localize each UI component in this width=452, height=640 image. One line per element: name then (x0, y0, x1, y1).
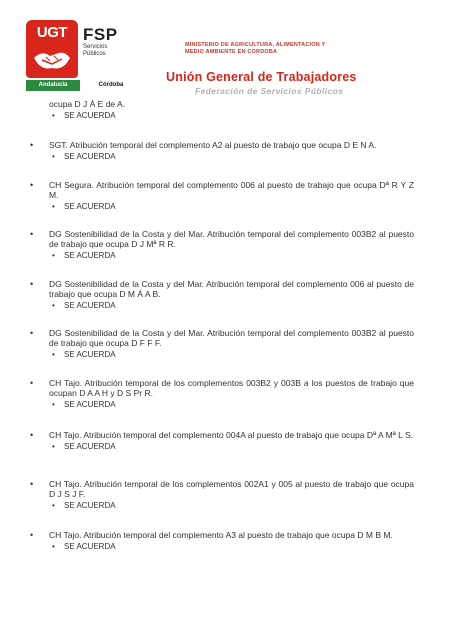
item-result (52, 542, 414, 552)
sub-bullet: • (52, 251, 55, 260)
ministry-line-1: MINISTERIO DE AGRICULTURA, ALIMENTACION Y (185, 42, 326, 48)
fsp-logo (83, 26, 118, 58)
ministry-line-2: MEDIO AMBIENTE EN CORDOBA (185, 49, 278, 55)
result-text: SE ACUERDA (64, 152, 116, 161)
list-item (30, 430, 414, 452)
bullet: • (30, 328, 34, 338)
item-text: CH Tajo. Atribución temporal del complemento A3 al puesto de trabajo que ocupa D M B M. (49, 530, 393, 540)
bullet: • (30, 430, 34, 440)
result-text: SE ACUERDA (64, 350, 116, 359)
item-result (52, 400, 414, 410)
ugt-logo-badge (26, 20, 78, 78)
item-text: CH Tajo. Atribución temporal del complemento 004A al puesto de trabajo que ocupa Dª A Mª L S. (49, 430, 413, 440)
result-text: SE ACUERDA (64, 251, 116, 260)
result-text: SE ACUERDA (64, 442, 116, 451)
fsp-logo-text: FSP (83, 25, 118, 44)
bullet: • (30, 140, 34, 150)
handshake-icon (32, 44, 72, 74)
continuation-result (52, 111, 116, 120)
item-result (52, 301, 414, 311)
organization-logo (26, 20, 142, 98)
bullet: • (30, 229, 34, 239)
sub-bullet: • (52, 301, 55, 310)
list-item (30, 180, 414, 212)
list-item (30, 140, 414, 162)
sub-bullet: • (52, 442, 55, 451)
item-result (52, 251, 414, 261)
item-result (52, 202, 414, 212)
result-text: SE ACUERDA (64, 400, 116, 409)
sub-bullet: • (52, 542, 55, 551)
list-item (30, 328, 414, 360)
sub-bullet: • (52, 501, 55, 510)
fsp-sub-line1: Servicios (83, 44, 108, 50)
federation-subtitle: Federación de Servicios Públicos (195, 86, 344, 96)
list-item (30, 530, 414, 552)
bullet: • (30, 530, 34, 540)
item-text: CH Segura. Atribución temporal del complemento 006 al puesto de trabajo que ocupa Dª R Y Z M. (49, 180, 414, 200)
item-result (52, 350, 414, 360)
region-cordoba: Córdoba (80, 80, 142, 91)
item-text: SGT. Atribución temporal del complemento A2 al puesto de trabajo que ocupa D E N A. (49, 140, 377, 150)
list-item (30, 479, 414, 511)
item-result (52, 501, 414, 511)
list-item (30, 378, 414, 410)
sub-bullet: • (52, 350, 55, 359)
ministry-heading (185, 42, 360, 56)
sub-bullet: • (52, 152, 55, 161)
sub-bullet: • (52, 111, 55, 120)
bullet: • (30, 479, 34, 489)
item-text: DG Sostenibilidad de la Costa y del Mar. Atribución temporal del complemento 003B2 al puesto de trabajo que ocupa D F F F. (49, 328, 414, 348)
list-item (30, 229, 414, 261)
sub-bullet: • (52, 400, 55, 409)
continuation-text: ocupa D J Á E de A. (49, 99, 126, 109)
result-text: SE ACUERDA (64, 202, 116, 211)
result-text: SE ACUERDA (64, 301, 116, 310)
fsp-sub-line2: Públicos (83, 51, 106, 57)
item-text: DG Sostenibilidad de la Costa y del Mar. Atribución temporal del complemento 006 al puesto de trabajo que ocupa D M Á A B. (49, 279, 414, 299)
list-item (30, 279, 414, 311)
region-bar (26, 80, 142, 91)
result-text: SE ACUERDA (64, 542, 116, 551)
item-text: CH Tajo. Atribución temporal de los complementos 002A1 y 005 al puesto de trabajo que ocupa D J S J F. (49, 479, 414, 499)
item-text: DG Sostenibilidad de la Costa y del Mar. Atribución temporal del complemento 003B2 al puesto de trabajo que ocupa D J Mª R R. (49, 229, 414, 249)
item-result (52, 442, 414, 452)
bullet: • (30, 378, 34, 388)
result-text: SE ACUERDA (64, 501, 116, 510)
result-text: SE ACUERDA (64, 111, 116, 120)
region-andalucia: Andalucía (26, 80, 80, 91)
item-result (52, 152, 414, 162)
bullet: • (30, 180, 34, 190)
ugt-logo-text: UGT (36, 24, 68, 41)
union-title: Unión General de Trabajadores (166, 70, 357, 84)
bullet: • (30, 279, 34, 289)
sub-bullet: • (52, 202, 55, 211)
item-text: CH Tajo. Atribución temporal de los complementos 003B2 y 003B a los puestos de trabajo que ocupan D A A H y D S Pr R. (49, 378, 414, 398)
